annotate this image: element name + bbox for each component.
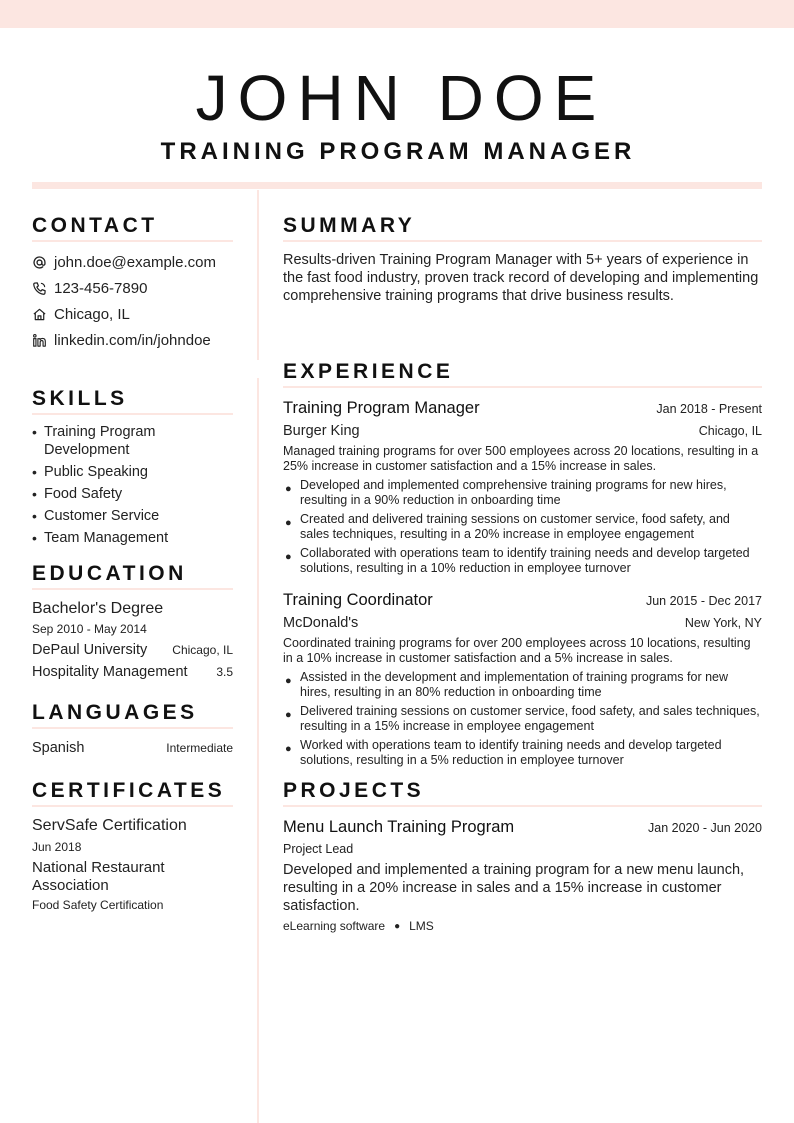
contact-list bbox=[32, 249, 233, 353]
job-role: Training Program Manager bbox=[283, 399, 480, 417]
job-company-row bbox=[283, 612, 762, 634]
job-bullet-text: Created and delivered training sessions on customer service, food safety, and sales techniques, resulting in a 20% increase in employee engagement bbox=[300, 512, 730, 541]
education-gpa: 3.5 bbox=[216, 665, 233, 679]
contact-linkedin[interactable] bbox=[32, 327, 233, 353]
job-bullet bbox=[283, 546, 762, 576]
skills-heading: SKILLS bbox=[32, 386, 233, 415]
bullet-icon: • bbox=[32, 530, 37, 546]
job-bullet bbox=[283, 512, 762, 542]
education-location: Chicago, IL bbox=[172, 643, 233, 657]
project-entry bbox=[283, 815, 762, 933]
contact-phone-text: 123-456-7890 bbox=[54, 279, 148, 297]
contact-email[interactable] bbox=[32, 249, 233, 275]
education-heading: EDUCATION bbox=[32, 561, 233, 590]
project-tags bbox=[283, 919, 762, 933]
certificate-name: ServSafe Certification bbox=[32, 817, 187, 834]
summary-heading: SUMMARY bbox=[283, 213, 762, 242]
job-dates: Jun 2015 - Dec 2017 bbox=[645, 594, 762, 608]
certificate-detail: Jun 2018 bbox=[32, 840, 82, 854]
bullet-icon: ● bbox=[285, 675, 292, 687]
experience-entry bbox=[283, 588, 762, 768]
summary-section bbox=[283, 213, 762, 305]
projects-heading: PROJECTS bbox=[283, 778, 762, 807]
languages-section bbox=[32, 700, 233, 759]
job-bullets bbox=[283, 478, 762, 576]
certificates-section bbox=[32, 778, 233, 913]
column-divider-bottom bbox=[257, 378, 259, 1123]
certificates-heading: CERTIFICATES bbox=[32, 778, 233, 807]
skill-item bbox=[32, 507, 233, 525]
skills-section bbox=[32, 386, 233, 547]
summary-text: Results-driven Training Program Manager with 5+ years of experience in the fast food industry, proven track record of developing and implementing comprehensive training programs that drive business results. bbox=[283, 252, 759, 304]
job-location: New York, NY bbox=[684, 616, 762, 630]
resume-name: JOHN DOE bbox=[195, 62, 607, 134]
bullet-icon: ● bbox=[394, 920, 401, 932]
bullet-icon: • bbox=[32, 508, 37, 524]
skill-item bbox=[32, 423, 233, 459]
bullet-icon: ● bbox=[285, 709, 292, 721]
project-role: Project Lead bbox=[283, 842, 354, 856]
skill-text: Training Program Development bbox=[44, 424, 156, 458]
job-dates: Jan 2018 - Present bbox=[656, 402, 762, 416]
project-name: Menu Launch Training Program bbox=[283, 818, 515, 836]
job-description: Managed training programs for over 500 employees across 20 locations, resulting in a 25% increase in customer satisfaction and a 15% increase in sales. bbox=[283, 444, 759, 473]
job-bullet-text: Delivered training sessions on customer service, food safety, and sales techniques, resulting in a 15% increase in employee engagement bbox=[300, 704, 760, 733]
certificate-detail: Food Safety Certification bbox=[32, 898, 164, 912]
education-school-row bbox=[32, 639, 233, 661]
job-location: Chicago, IL bbox=[698, 424, 762, 438]
contact-linkedin-text: linkedin.com/in/johndoe bbox=[54, 331, 211, 349]
skill-item bbox=[32, 463, 233, 481]
job-company: Burger King bbox=[283, 423, 360, 439]
job-bullet-text: Collaborated with operations team to identify training needs and develop targeted solutions, resulting in a 10% reduction in employee turnover bbox=[300, 546, 750, 575]
education-degree: Bachelor's Degree bbox=[32, 600, 164, 617]
contact-heading: CONTACT bbox=[32, 213, 233, 242]
job-header bbox=[283, 396, 762, 420]
header-divider bbox=[32, 182, 762, 189]
project-header bbox=[283, 815, 762, 839]
bullet-icon: • bbox=[32, 486, 37, 502]
job-bullet bbox=[283, 670, 762, 700]
top-accent-band bbox=[0, 0, 794, 28]
skill-text: Public Speaking bbox=[44, 464, 148, 480]
language-level: Intermediate bbox=[166, 741, 233, 755]
language-name: Spanish bbox=[32, 740, 85, 756]
projects-section bbox=[283, 778, 762, 933]
contact-email-text: john.doe@example.com bbox=[54, 253, 216, 271]
skill-text: Customer Service bbox=[44, 508, 160, 524]
resume-title: TRAINING PROGRAM MANAGER bbox=[160, 138, 636, 165]
skills-list bbox=[32, 423, 233, 547]
project-dates: Jan 2020 - Jun 2020 bbox=[648, 821, 762, 835]
education-school: DePaul University bbox=[32, 642, 148, 658]
certificate-name: National Restaurant Association bbox=[32, 859, 165, 894]
education-field: Hospitality Management bbox=[32, 664, 188, 680]
experience-section bbox=[283, 359, 762, 768]
education-field-row bbox=[32, 661, 233, 683]
job-header bbox=[283, 588, 762, 612]
contact-phone[interactable] bbox=[32, 275, 233, 301]
phone-icon bbox=[32, 281, 47, 296]
bullet-icon: ● bbox=[285, 551, 292, 563]
contact-location bbox=[32, 301, 233, 327]
language-row bbox=[32, 737, 233, 759]
contact-location-text: Chicago, IL bbox=[54, 305, 130, 323]
education-section bbox=[32, 561, 233, 683]
right-column bbox=[283, 213, 762, 933]
skill-item bbox=[32, 485, 233, 503]
skill-item bbox=[32, 529, 233, 547]
bullet-icon: ● bbox=[285, 517, 292, 529]
project-description: Developed and implemented a training program for a new menu launch, resulting in a 20% increase in sales and a 15% increase in customer satisfaction. bbox=[283, 862, 745, 914]
job-company-row bbox=[283, 420, 762, 442]
job-bullet bbox=[283, 478, 762, 508]
contact-section bbox=[32, 213, 233, 353]
column-divider-top bbox=[257, 190, 259, 360]
job-bullet bbox=[283, 704, 762, 734]
project-tag: eLearning software bbox=[283, 919, 386, 933]
job-company: McDonald's bbox=[283, 615, 359, 631]
job-bullet-text: Assisted in the development and implementation of training programs for new hires, resulting in an 80% reduction in onboarding time bbox=[300, 670, 729, 699]
home-icon bbox=[32, 307, 47, 322]
project-tag: LMS bbox=[409, 919, 434, 933]
education-dates: Sep 2010 - May 2014 bbox=[32, 622, 147, 636]
at-icon bbox=[32, 255, 47, 270]
languages-heading: LANGUAGES bbox=[32, 700, 233, 729]
job-role: Training Coordinator bbox=[283, 591, 433, 609]
left-column bbox=[32, 213, 233, 913]
job-description: Coordinated training programs for over 200 employees across 10 locations, resulting in a 10% increase in customer satisfaction and a 5% increase in sales. bbox=[283, 636, 751, 665]
experience-entry bbox=[283, 396, 762, 576]
bullet-icon: ● bbox=[285, 743, 292, 755]
bullet-icon: • bbox=[32, 464, 37, 480]
skill-text: Team Management bbox=[44, 530, 169, 546]
job-bullet-text: Worked with operations team to identify training needs and develop targeted solutions, resulting in a 5% reduction in employee turnover bbox=[300, 738, 722, 767]
experience-heading: EXPERIENCE bbox=[283, 359, 762, 388]
bullet-icon: ● bbox=[285, 483, 292, 495]
bullet-icon: • bbox=[32, 424, 37, 440]
linkedin-icon bbox=[32, 333, 47, 348]
skill-text: Food Safety bbox=[44, 486, 123, 502]
job-bullet bbox=[283, 738, 762, 768]
job-bullet-text: Developed and implemented comprehensive training programs for new hires, resulting in a 90% reduction in onboarding time bbox=[300, 478, 727, 507]
job-bullets bbox=[283, 670, 762, 768]
